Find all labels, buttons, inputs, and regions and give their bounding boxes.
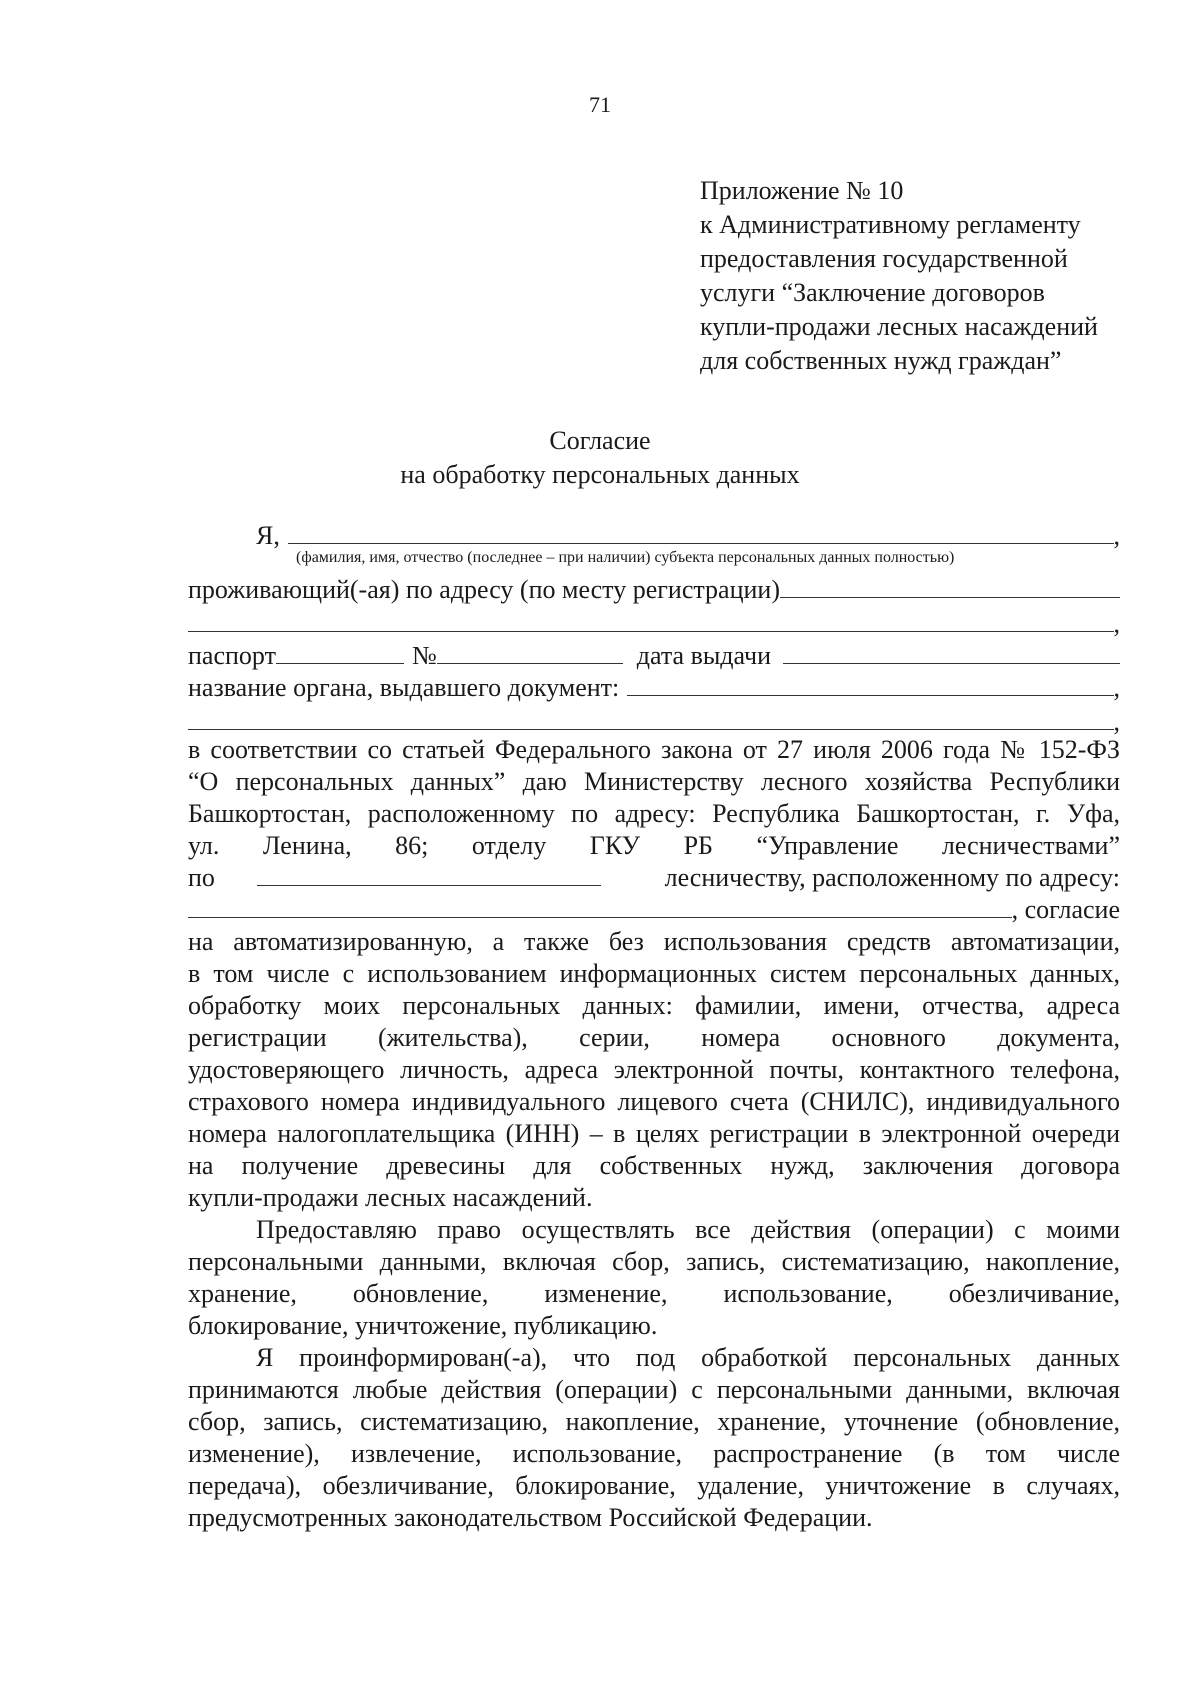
rights-line: хранение, обновление, изменение, использование, обезличивание, bbox=[188, 1279, 1120, 1308]
document-title bbox=[0, 424, 1200, 492]
rights-line: персональными данными, включая сбор, запись, систематизацию, накопление, bbox=[188, 1247, 1120, 1276]
appendix-line: услуги “Заключение договоров bbox=[700, 278, 1045, 307]
address-line bbox=[188, 574, 1120, 606]
forestry-address-line bbox=[188, 894, 1120, 926]
address-line-2 bbox=[188, 608, 1120, 640]
consent-line: регистрации (жительства), серии, номера основного документа, bbox=[188, 1023, 1120, 1052]
number-label: № bbox=[411, 641, 437, 670]
forestry-label: лесничеству, расположенному по адресу: bbox=[664, 863, 1120, 892]
appendix-line: для собственных нужд граждан” bbox=[700, 346, 1062, 375]
issuer-field[interactable] bbox=[627, 675, 1113, 696]
consent-line: в соответствии со статьей Федерального закона от 27 июля 2006 года № 152-ФЗ bbox=[188, 735, 1120, 764]
rights-last-line: блокирование, уничтожение, публикацию. bbox=[188, 1311, 658, 1340]
passport-line bbox=[188, 640, 1120, 672]
informed-last-line: предусмотренных законодательством Российской Федерации. bbox=[188, 1503, 873, 1532]
appendix-line: Приложение № 10 bbox=[700, 176, 904, 205]
passport-label: паспорт bbox=[188, 641, 276, 670]
consent-line: Башкортостан, расположенному по адресу: Республика Башкортостан, г. Уфа, bbox=[188, 799, 1120, 828]
appendix-line: предоставления государственной bbox=[700, 244, 1068, 273]
informed-line: передача), обезличивание, блокирование, удаление, уничтожение в случаях, bbox=[188, 1471, 1120, 1500]
comma: , bbox=[1113, 609, 1120, 638]
i-label: Я, bbox=[256, 521, 280, 550]
page-number: 71 bbox=[589, 92, 611, 117]
consent-line: на автоматизированную, а также без использования средств автоматизации, bbox=[188, 927, 1120, 956]
appendix-line: к Административному регламенту bbox=[700, 210, 1081, 239]
rights-line: Предоставляю право осуществлять все действия (операции) с моими bbox=[256, 1215, 1120, 1244]
forestry-name-field[interactable] bbox=[257, 865, 601, 886]
consent-line: обработку моих персональных данных: фамилии, имени, отчества, адреса bbox=[188, 991, 1120, 1020]
informed-line: изменение), извлечение, использование, распространение (в том числе bbox=[188, 1439, 1120, 1468]
title-line-1: Согласие bbox=[549, 426, 651, 455]
issuer-label: название органа, выдавшего документ: bbox=[188, 673, 620, 702]
consent-line: номера налогоплательщика (ИНН) – в целях регистрации в электронной очереди bbox=[188, 1119, 1120, 1148]
consent-paragraph bbox=[188, 734, 1120, 1214]
appendix-header bbox=[700, 174, 1130, 378]
issuer-field-2[interactable] bbox=[188, 709, 1114, 730]
consent-line: ул. Ленина, 86; отделу ГКУ РБ “Управление лесничествами” bbox=[188, 831, 1120, 860]
issuer-line bbox=[188, 672, 1120, 704]
full-name-field[interactable] bbox=[288, 523, 1114, 544]
issue-date-field[interactable] bbox=[783, 643, 1120, 664]
forestry-line bbox=[188, 862, 1120, 894]
issue-date-label: дата выдачи bbox=[636, 641, 772, 670]
informed-line: принимаются любые действия (операции) с персональными данными, включая bbox=[188, 1375, 1120, 1404]
comma: , bbox=[1113, 707, 1120, 736]
appendix-line: купли-продажи лесных насаждений bbox=[700, 312, 1098, 341]
forestry-address-field[interactable] bbox=[188, 897, 1012, 918]
consent-line: страхового номера индивидуального лицевого счета (СНИЛС), индивидуального bbox=[188, 1087, 1120, 1116]
address-field-2[interactable] bbox=[188, 611, 1114, 632]
consent-line: на получение древесины для собственных нужд, заключения договора bbox=[188, 1151, 1120, 1180]
informed-line: Я проинформирован(-а), что под обработкой персональных данных bbox=[256, 1343, 1120, 1372]
informed-paragraph bbox=[188, 1342, 1120, 1534]
address-label: проживающий(-ая) по адресу (по месту регистрации) bbox=[188, 575, 780, 604]
consent-line: “О персональных данных” даю Министерству лесного хозяйства Республики bbox=[188, 767, 1120, 796]
comma: , bbox=[1113, 521, 1120, 550]
rights-paragraph bbox=[188, 1214, 1120, 1342]
consent-word: , согласие bbox=[1011, 895, 1120, 924]
informed-line: сбор, запись, систематизацию, накопление, хранение, уточнение (обновление, bbox=[188, 1407, 1120, 1436]
name-hint: (фамилия, имя, отчество (последнее – при наличии) субъекта персональных данных полностью) bbox=[296, 549, 955, 566]
address-field[interactable] bbox=[780, 577, 1120, 598]
title-line-2: на обработку персональных данных bbox=[400, 460, 800, 489]
po-label: по bbox=[188, 863, 215, 892]
comma: , bbox=[1113, 673, 1120, 702]
passport-number-field[interactable] bbox=[437, 643, 623, 664]
consent-line: в том числе с использованием информационных систем персональных данных, bbox=[188, 959, 1120, 988]
passport-series-field[interactable] bbox=[276, 643, 404, 664]
consent-last-line: купли-продажи лесных насаждений. bbox=[188, 1183, 593, 1212]
consent-line: удостоверяющего личность, адреса электронной почты, контактного телефона, bbox=[188, 1055, 1120, 1084]
form-block-2 bbox=[188, 574, 1120, 738]
